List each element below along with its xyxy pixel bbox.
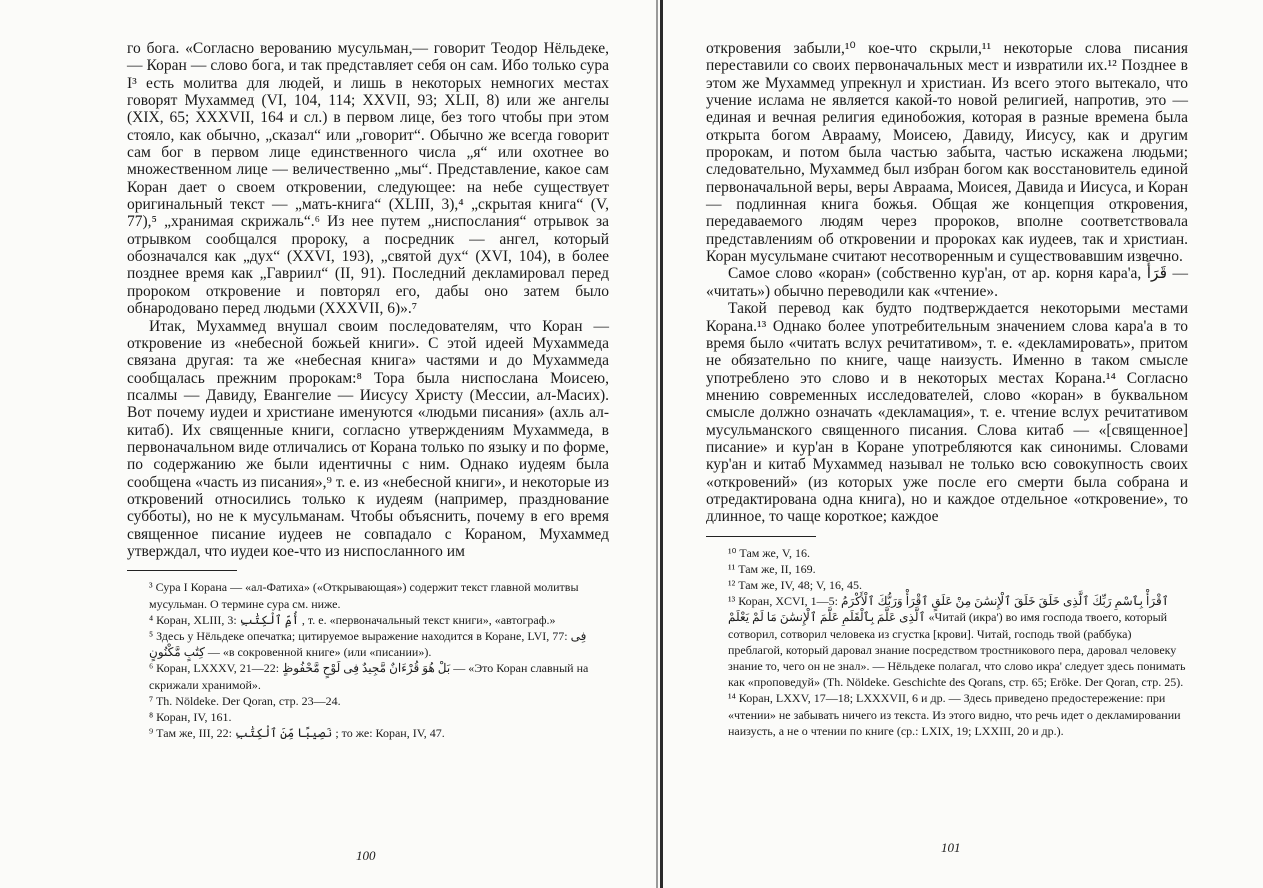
footnote: ¹³ Коран, XCVI, 1—5: ٱقْرَأْ بِٱسْمِ رَبِّكَ ٱلَّذِى خَلَقَ خَلَقَ ٱلْإِنسَٰنَ مِنْ عَلَقٍ ٱقْرَأْ وَرَبُّكَ ٱلْأَكْرَمُ ٱلَّذِى عَلَّمَ بِٱلْقَلَمِ عَلَّمَ ٱلْإِنسَٰنَ مَا لَمْ يَعْلَمْ «Читай (икра') во имя господа твоего, который сотворил, сотворил человека из сгустка [крови]. Читай, господь твой (раббука) преблагой, который даровал знание посредством тростникового пера, даровал человеку знание то, чего он не знал». — Нёльдеке полагал, что слово икра' следует здесь понимать как «проповедуй» (Th. Nöldeke. Geschichte des Qorans, стр. 65; Eröke. Der Qoran, стр. 25). [728,594,1186,690]
book-spine [660,0,663,888]
page-number: 101 [941,840,961,855]
page-number: 100 [356,848,376,863]
footnote: ⁷ Th. Nöldeke. Der Qoran, стр. 23—24. [149,693,341,708]
left-page-footnotes [127,579,609,741]
footnote: ⁵ Здесь у Нёльдеке опечатка; цитируемое выражение находится в Коране, LVI, 77: فِى كِتَٰبٍ مَّكْنُونٍ — «в сокровенной книге» (или «писании»). [149,628,587,660]
book-gutter-shadow [656,0,658,888]
footnote: ¹² Там же, IV, 48; V, 16, 45. [728,578,862,593]
footnote: ¹⁰ Там же, V, 16. [728,545,810,560]
paragraph: Такой перевод как будто подтверждается некоторыми местами Корана.¹³ Однако более употребительным значением слова кара'а в то время было «читать вслух речитативом», т. е. «декламировать», притом не обязательно по книге, чаще наизусть. Именно в таком смысле употреблено это слово и в некоторых местах Корана.¹⁴ Согласно мнению современных исследователей, слово «коран» в буквальном смысле должно означать «декламация», т. е. чтение вслух речитативом мусульманского священного писания. Слова китаб — «[священное] писание» и кур'ан в Коране употребляются как синонимы. Словами кур'ан и китаб Мухаммед называл не только всю совокупность своих «откровений» (из которых уже после его смерти была собрана и отредактирована одна книга), но и каждое отдельное «откровение», то длинное, то чаще короткое; каждое [706,300,1188,526]
footnote: ⁹ Там же, III, 22: نَصِيبًا مِّنَ ٱلْكِتَٰبِ ; то же: Коран, IV, 47. [149,726,445,741]
paragraph: го бога. «Согласно верованию мусульман,— говорит Теодор Нёльдеке,— Коран — слово бога, и так представляет себя он сам. Ибо только сура I³ есть молитва для людей, и лишь в некоторых немногих местах говорят Мухаммед (VI, 104, 114; XXVII, 93; XLII, 8) или же ангелы (XIX, 65; XXXVII, 164 и сл.) в первом лице, без того чтобы при этом стояло, как обычно, „сказал“ или „говорит“. Обычно же всегда говорит сам бог в первом лице единственного числа „я“ или охотнее во множественном лице — величественно „мы“. Представление, какое сам Коран дает о своем откровении, следующее: на небе существует оригинальный текст — „мать-книга“ (XLIII, 3),⁴ „скрытая книга“ (V, 77),⁵ „хранимая скрижаль“.⁶ Из нее путем „ниспослания“ отрывок за отрывком сообщался пророку, а посредник — ангел, который обозначался как „дух“ (XXVI, 193), „святой дух“ (XVI, 104), в более позднее время как „Гавриил“ (II, 91). Последний декламировал перед пророком откровение и повторял его, дабы оно затем было обнародовано перед людьми (XXXVII, 6)».⁷ [127,40,609,318]
left-page-body [127,40,609,560]
footnote: ¹⁴ Коран, LXXV, 17—18; LXXXVII, 6 и др. — Здесь приведено предостережение: при «чтении» не забывать ничего из текста. Из этого видно, что речь идет о декламировании наизусть, а не о чтении по книге (ср.: LXIX, 19; LXXIII, 20 и др.). [728,691,1181,738]
footnote: ³ Сура I Корана — «ал-Фатиха» («Открывающая») содержит текст главной молитвы мусульман. О термине сура см. ниже. [149,580,579,611]
right-page [706,40,1188,739]
footnote-separator [706,536,816,537]
paragraph: Итак, Мухаммед внушал своим последователям, что Коран — откровение из «небесной божьей книги». С этой идеей Мухаммеда связана другая: та же «небесная книга» частями и до Мухаммеда сообщалась прежним пророкам:⁸ Тора была ниспослана Моисею, псалмы — Давиду, Евангелие — Иисусу Христу (Мессии, ал-Масих). Вот почему иудеи и христиане именуются «людьми писания» (ахль ал-китаб). Их священные книги, согласно утверждениям Мухаммеда, в первоначальном виде отличались от Корана только по языку и по форме, по содержанию же были идентичны с ним. Однако иудеям была сообщена «часть из писания»,⁹ т. е. из «небесной книги», и некоторые из откровений относились только к иудеям (например, празднование субботы), но не к мусульманам. Чтобы объяснить, почему в его время священное писание иудеев не совпадало с Кораном, Мухаммед утверждал, что иудеи кое-что из ниспосланного им [127,317,609,560]
paragraph: откровения забыли,¹⁰ кое-что скрыли,¹¹ некоторые слова писания переставили со своих первоначальных мест и извратили их.¹² Позднее в этом же Мухаммед упрекнул и христиан. Из всего этого вытекало, что учение ислама не является какой-то новой религией, напротив, это — единая и вечная религия единобожия, которая в разные времена была открыта богом Аврааму, Моисею, Давиду, Иисусу, как и другим пророкам, и потом была частью забыта, частью искажена людьми; следовательно, Мухаммед был избран богом как восстановитель единой первоначальной веры, веры Авраама, Моисея, Давида и Иисуса, и Коран — подлинная книга божья. Общая же концепция откровения, передаваемого людям через пророков, вполне соответствовала представлениям об откровении и пророках как иудеев, так и христиан. Коран мусульмане считают несотворенным и существовавшим извечно. [706,40,1188,266]
footnote-separator [127,570,237,571]
left-page [127,40,609,741]
footnote: ¹¹ Там же, II, 169. [728,561,816,576]
right-page-body [706,40,1188,526]
footnote: ⁴ Коран, XLIII, 3: أُمِّ ٱلْكِتَٰبِ , т. е. «первоначальный текст книги», «автограф.» [149,612,556,627]
footnote: ⁶ Коран, LXXXV, 21—22: بَلْ هُوَ قُرْءَانٌ مَّجِيدٌ فِى لَوْحٍ مَّحْفُوظٍ — «Это Коран славный на скрижали хранимой». [149,661,589,692]
right-page-footnotes [706,545,1188,739]
footnote: ⁸ Коран, IV, 161. [149,709,232,724]
paragraph: Самое слово «коран» (собственно кур'ан, от ар. корня кара'а, قَرَأَ — «читать») обычно переводили как «чтение». [706,265,1188,300]
